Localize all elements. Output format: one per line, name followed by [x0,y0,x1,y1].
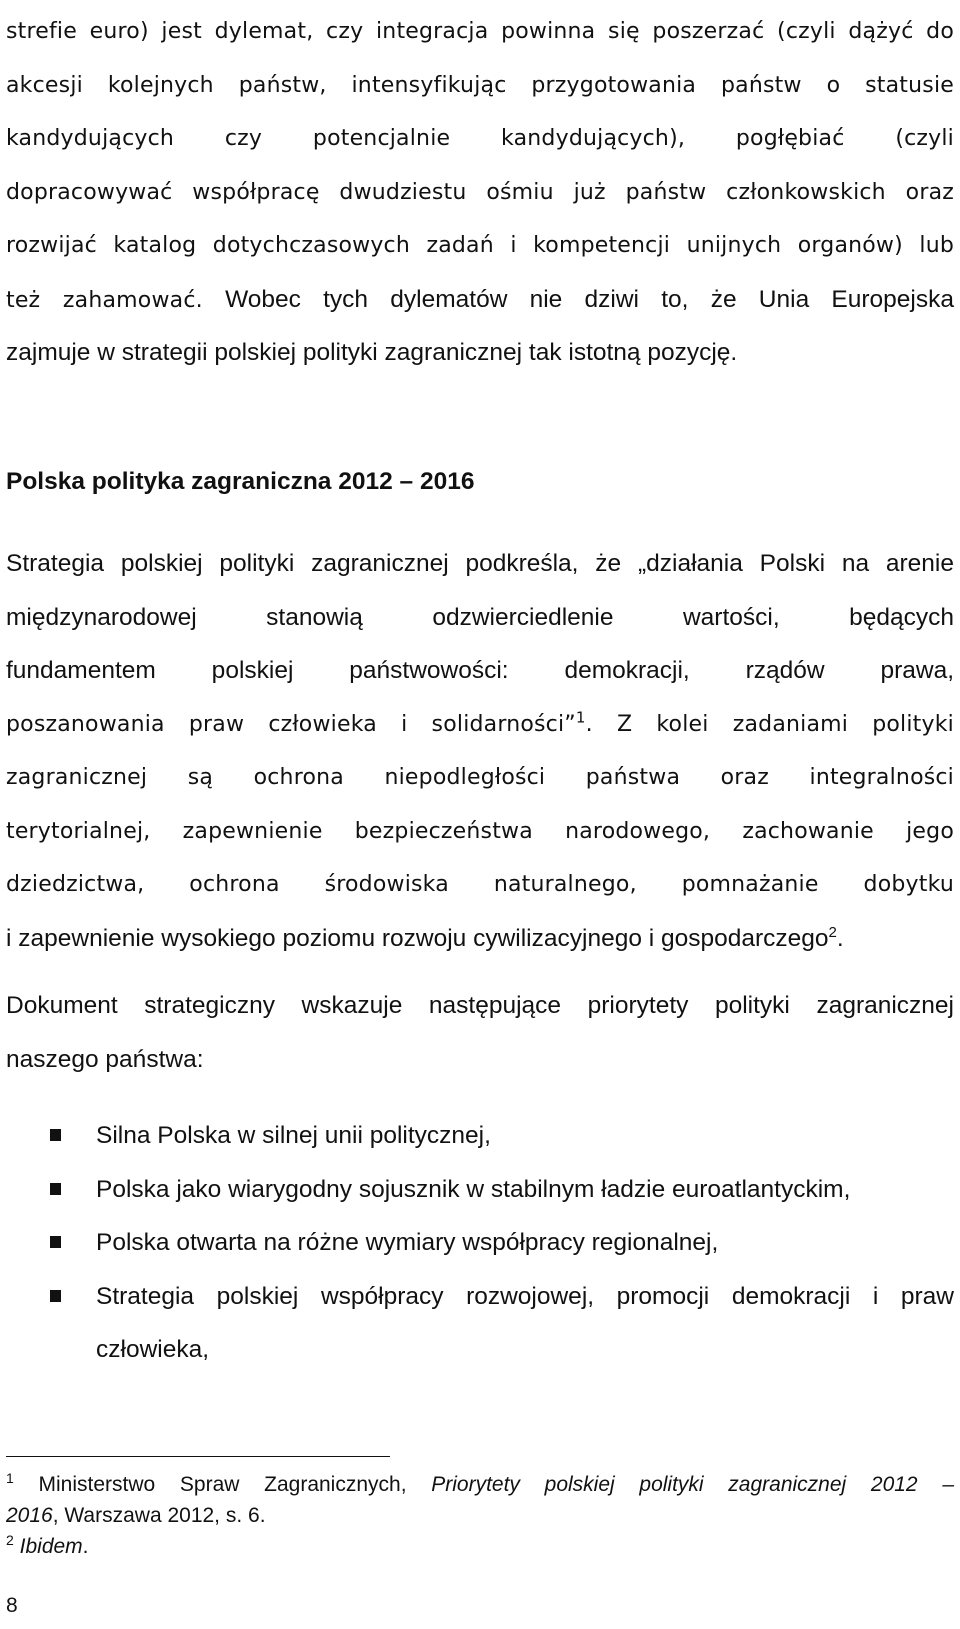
priorities-list [0,1109,960,1377]
footnote-1 [6,1469,954,1500]
footnote-number: 1 [6,1470,14,1486]
list-item-text: Polska otwarta na różne wymiary współpracy regionalnej, [96,1229,719,1256]
list-item [0,1109,954,1163]
footnote-2 [6,1531,954,1562]
text-line: terytorialnej, zapewnienie bezpieczeństwa narodowego, zachowanie jego [6,818,954,844]
text-line: naszego państwa: [6,1045,204,1073]
text-line [6,273,954,327]
footnote-number: 2 [6,1532,14,1548]
priorities-intro [6,979,954,1086]
text-fragment: też zahamować. [6,287,203,313]
text-line: Strategia polskiej polityki zagranicznej podkreśla, że „działania Polski na arenie [6,550,954,577]
square-bullet-icon [50,1129,61,1141]
text-line: akcesji kolejnych państw, intensyfikując przygotowania państw o statusie [6,72,954,98]
strategy-paragraph [6,537,954,965]
footnote-text: Ibidem [19,1535,83,1558]
footnote-text: Ministerstwo Spraw Zagranicznych, [13,1473,432,1496]
list-item [0,1270,954,1377]
text-fragment: i zapewnienie wysokiego poziomu rozwoju cywilizacyjnego i gospodarczego [6,924,829,952]
text-fragment: . [836,924,844,952]
square-bullet-icon [50,1183,61,1195]
list-item-text: Silna Polska w silnej unii politycznej, [96,1122,491,1149]
text-line: Dokument strategiczny wskazuje następujące priorytety polityki zagranicznej [6,992,954,1019]
text-fragment: poszanowania praw człowieka i solidarności” [6,711,576,737]
footnote-ref: 2 [828,923,837,941]
text-fragment: Wobec tych dylematów nie dziwi to, że Unia Europejska [225,285,954,313]
list-item-text: Polska jako wiarygodny sojusznik w stabilnym ładzie euroatlantyckim, [96,1175,851,1203]
list-item [0,1216,954,1270]
footnote-title: 2016 [6,1504,53,1527]
text-line: dziedzictwa, ochrona środowiska naturalnego, pomnażanie dobytku [6,872,954,897]
text-line: dopracowywać współpracę dwudziestu ośmiu już państw członkowskich oraz [6,179,954,205]
text-line [6,698,954,752]
text-line [6,912,954,966]
text-line: kandydujących czy potencjalnie kandydujących), pogłębiać (czyli [6,126,954,151]
text-line: międzynarodowej stanowią odzwierciedlenie wartości, będących [6,603,954,631]
text-line: fundamentem polskiej państwowości: demokracji, rządów prawa, [6,657,954,684]
footnote-ref: 1 [575,708,586,727]
text-line: zajmuje w strategii polskiej polityki zagranicznej tak istotną pozycję. [6,339,738,366]
text-line: rozwijać katalog dotychczasowych zadań i kompetencji unijnych organów) lub [6,233,954,258]
intro-paragraph [6,5,954,380]
footnote-title: Priorytety polskiej polityki zagranicznej 2012 – [431,1473,954,1496]
footnote-text: , Warszawa 2012, s. 6. [52,1504,266,1527]
footnote-suffix: . [82,1535,89,1558]
list-item-text: człowieka, [96,1336,210,1363]
page-number: 8 [6,1594,18,1617]
list-item-text: Strategia polskiej współpracy rozwojowej, promocji demokracji i praw [96,1282,954,1310]
footnote-separator [6,1456,390,1457]
list-item [0,1163,954,1217]
square-bullet-icon [50,1290,61,1302]
section-heading: Polska polityka zagraniczna 2012 – 2016 [6,468,475,495]
square-bullet-icon [50,1236,61,1248]
text-line: zagranicznej są ochrona niepodległości państwa oraz integralności [6,765,954,790]
text-line: strefie euro) jest dylemat, czy integracja powinna się poszerzać (czyli dążyć do [6,19,954,44]
footnotes [6,1469,954,1562]
footnote-1-continued [6,1500,954,1531]
text-fragment: . Z kolei zadaniami polityki [585,711,954,737]
